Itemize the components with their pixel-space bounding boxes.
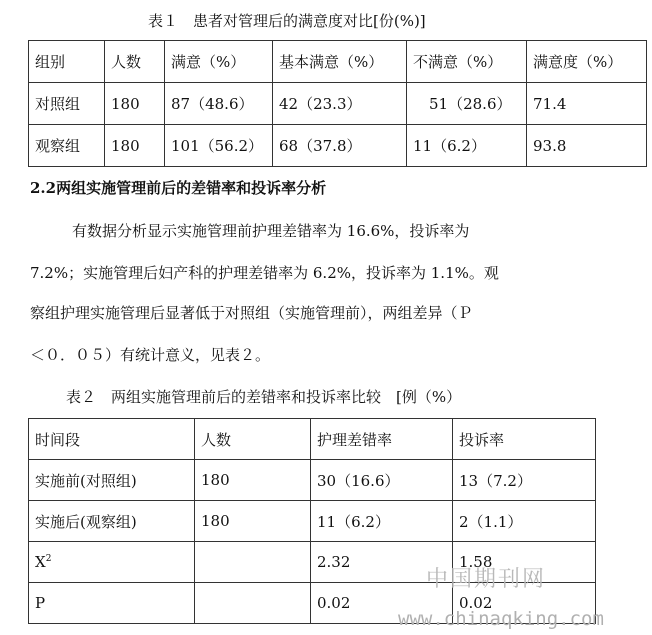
- table1-caption: 表１ 患者对管理后的满意度对比[份(%)]: [148, 12, 426, 30]
- table-row: [29, 460, 596, 501]
- empty-cell: [195, 583, 311, 624]
- table-cell: 71.4: [527, 83, 647, 125]
- table-cell: 180: [195, 460, 311, 501]
- table-cell: 11（6.2）: [311, 501, 453, 542]
- table-cell: 13（7.2）: [453, 460, 596, 501]
- error-complaint-table: [28, 418, 596, 624]
- chi-square-label-cell: [29, 542, 195, 583]
- header-cell: 基本满意（%）: [273, 41, 407, 83]
- table-cell: 180: [195, 501, 311, 542]
- table-cell: 实施后(观察组): [29, 501, 195, 542]
- table-cell: 180: [105, 83, 165, 125]
- table-row: [29, 501, 596, 542]
- header-cell: 满意（%）: [165, 41, 273, 83]
- table-cell: 0.02: [453, 583, 596, 624]
- table-cell: 30（16.6）: [311, 460, 453, 501]
- table-cell: 180: [105, 125, 165, 167]
- table-cell: 2.32: [311, 542, 453, 583]
- header-cell: 护理差错率: [311, 419, 453, 460]
- table-cell: 对照组: [29, 83, 105, 125]
- chi-label: X: [35, 553, 46, 571]
- chi-superscript: 2: [45, 554, 52, 564]
- table-cell: 42（23.3）: [273, 83, 407, 125]
- table-cell: 观察组: [29, 125, 105, 167]
- table-cell: 1.58: [453, 542, 596, 583]
- header-cell: 人数: [195, 419, 311, 460]
- table-row: [29, 125, 647, 167]
- paragraph-line: 7.2%；实施管理后妇产科的护理差错率为 6.2%，投诉率为 1.1%。观: [30, 264, 499, 282]
- paragraph-line: 察组护理实施管理后显著低于对照组（实施管理前），两组差异（Ｐ: [30, 304, 473, 322]
- paragraph-line: 有数据分析显示实施管理前护理差错率为 16.6%，投诉率为: [72, 222, 470, 240]
- section-heading: 2.2两组实施管理前后的差错率和投诉率分析: [30, 179, 327, 197]
- table-header-row: [29, 41, 647, 83]
- satisfaction-table: [28, 40, 647, 167]
- table-header-row: [29, 419, 596, 460]
- header-cell: 组别: [29, 41, 105, 83]
- header-cell: 投诉率: [453, 419, 596, 460]
- table-cell: 2（1.1）: [453, 501, 596, 542]
- empty-cell: [195, 542, 311, 583]
- table-cell: 93.8: [527, 125, 647, 167]
- table-cell: 0.02: [311, 583, 453, 624]
- table-cell: 11（6.2）: [407, 125, 527, 167]
- table2-caption: 表２ 两组实施管理前后的差错率和投诉率比较 [例（%）: [66, 388, 462, 406]
- paragraph-line: ＜０．０５）有统计意义，见表２。: [30, 346, 271, 364]
- header-cell: 人数: [105, 41, 165, 83]
- table-cell: 68（37.8）: [273, 125, 407, 167]
- watermark-url: www.chinaqking.com: [398, 608, 604, 630]
- table-row: [29, 83, 647, 125]
- watermark-chinese: 中国期刊网: [426, 567, 547, 592]
- header-cell: 不满意（%）: [407, 41, 527, 83]
- table-cell: 87（48.6）: [165, 83, 273, 125]
- header-cell: 时间段: [29, 419, 195, 460]
- header-cell: 满意度（%）: [527, 41, 647, 83]
- table-cell: 101（56.2）: [165, 125, 273, 167]
- p-label-cell: P: [29, 583, 195, 624]
- table-cell: 51（28.6）: [407, 83, 527, 125]
- table-cell: 实施前(对照组): [29, 460, 195, 501]
